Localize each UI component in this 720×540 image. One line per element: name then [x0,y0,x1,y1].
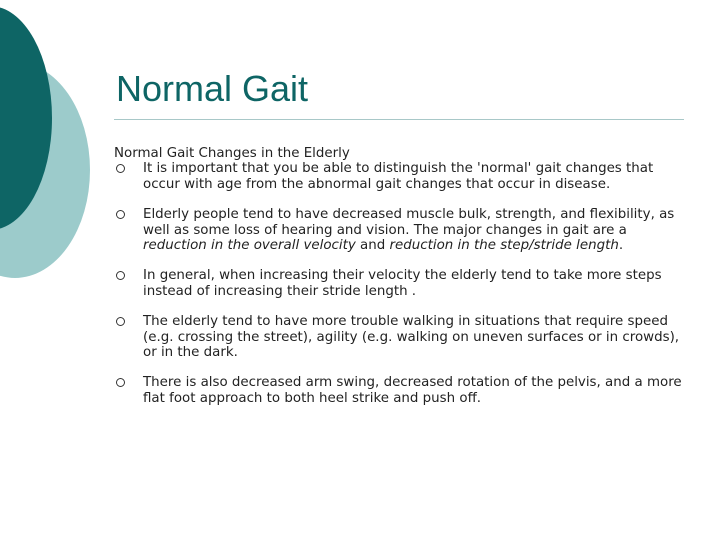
bullet-item [114,375,684,406]
bullet-item [114,268,684,299]
section-heading: Normal Gait Changes in the Elderly [114,146,350,161]
title-divider [114,119,684,120]
circle-bullet-icon [116,210,125,219]
decorative-circles [0,0,120,300]
bullet-text-joiner: and [355,238,390,254]
bullet-text-end: . [618,238,624,254]
circle-bullet-icon [116,271,125,280]
bullet-text: The elderly tend to have more trouble walking in situations that require speed (e.g. crossing the street), agility (e.g. walking on uneven surfaces or in crowds), or in the dark. [143,314,680,361]
emphasis-velocity: reduction in the overall velocity [143,238,356,254]
circle-bullet-icon [116,164,125,173]
bullet-item [114,207,684,253]
bullet-text: Elderly people tend to have decreased muscle bulk, strength, and flexibility, as well as some loss of hearing and vision. The major changes in gait are a [143,207,675,238]
bullet-text: In general, when increasing their velocity the elderly tend to take more steps instead of increasing their stride length . [143,268,662,299]
circle-bullet-icon [116,378,125,387]
slide-body [114,146,684,406]
emphasis-stride: reduction in the step/stride length [389,238,619,254]
circle-bullet-icon [116,317,125,326]
bullet-text: There is also decreased arm swing, decreased rotation of the pelvis, and a more flat foot approach to both heel strike and push off. [143,375,682,406]
bullet-item [114,314,684,360]
bullet-text: It is important that you be able to distinguish the 'normal' gait changes that occur with age from the abnormal gait changes that occur in disease. [143,161,654,192]
bullet-item [114,161,684,192]
slide-title: Normal Gait [116,68,309,109]
